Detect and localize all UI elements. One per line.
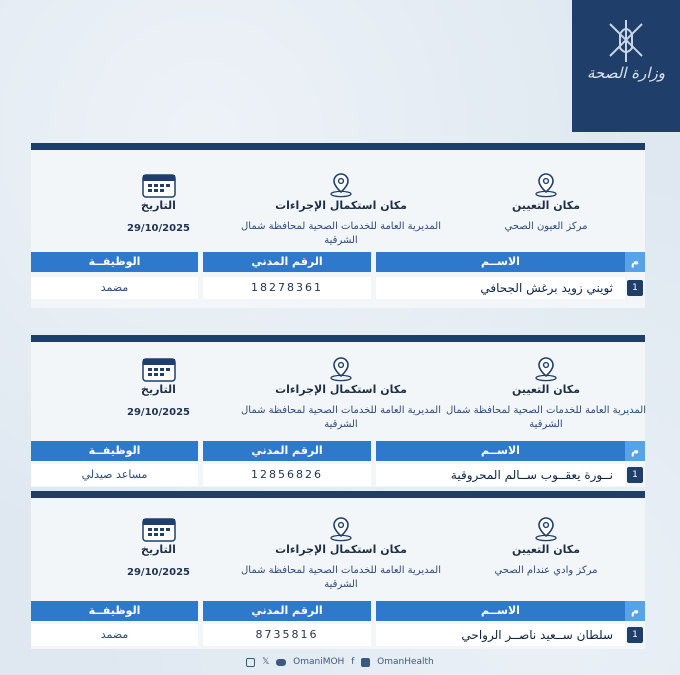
date-label: التاريخ — [141, 199, 176, 212]
name-header: الاســم — [376, 441, 625, 461]
procedures-place-column — [241, 172, 441, 248]
appointment-place-column — [446, 356, 646, 432]
procedures-place-column — [241, 356, 441, 432]
oman-emblem-icon — [600, 16, 652, 66]
procedures-place-value: المديرية العامة للخدمات الصحية لمحافظة شمال الشرقية — [241, 221, 441, 246]
calendar-icon — [142, 516, 176, 542]
row-number-badge: 1 — [627, 280, 643, 296]
ministry-logo-panel — [572, 0, 680, 132]
civil-id-cell: 8735816 — [203, 624, 371, 646]
number-header: م — [625, 441, 645, 461]
ministry-name: وزارة الصحة — [587, 64, 665, 82]
appointment-place-value: مركز العيون الصحي — [504, 221, 588, 232]
location-pin-icon — [533, 516, 559, 542]
name-cell: نــورة يعقــوب ســالم المحروقية — [376, 464, 625, 486]
appointment-place-column — [446, 172, 646, 234]
job-cell: مساعد صيدلي — [31, 464, 198, 486]
name-header: الاســم — [376, 252, 625, 272]
appointment-card-1 — [31, 143, 645, 308]
name-cell: سلطان ســعيد ناصــر الرواحي — [376, 624, 625, 646]
appointment-place-label: مكان التعيين — [511, 199, 581, 212]
handle-omanimoh[interactable]: OmaniMOH — [293, 657, 345, 667]
youtube-icon[interactable] — [276, 659, 286, 666]
date-column — [81, 516, 236, 580]
job-cell: مضمد — [31, 624, 198, 646]
row-number-badge: 1 — [627, 467, 643, 483]
appointment-card-3 — [31, 491, 645, 649]
date-value: 29/10/2025 — [127, 567, 190, 578]
procedures-place-column — [241, 516, 441, 592]
name-header: الاســم — [376, 601, 625, 621]
date-value: 29/10/2025 — [127, 223, 190, 234]
job-header: الوظيفــة — [31, 252, 198, 272]
procedures-place-value: المديرية العامة للخدمات الصحية لمحافظة شمال الشرقية — [241, 405, 441, 430]
date-label: التاريخ — [141, 543, 176, 556]
job-header: الوظيفــة — [31, 601, 198, 621]
civil-id-header: الرقم المدني — [203, 441, 371, 461]
civil-id-cell: 12856826 — [203, 464, 371, 486]
row-number-badge: 1 — [627, 627, 643, 643]
name-cell: ثويني زويد برغش الجحافي — [376, 277, 625, 299]
job-cell: مضمد — [31, 277, 198, 299]
date-label: التاريخ — [141, 383, 176, 396]
procedures-place-label: مكان استكمال الإجراءات — [275, 199, 407, 212]
date-column — [81, 356, 236, 420]
date-value: 29/10/2025 — [127, 407, 190, 418]
procedures-place-label: مكان استكمال الإجراءات — [275, 543, 407, 556]
civil-id-header: الرقم المدني — [203, 252, 371, 272]
procedures-place-label: مكان استكمال الإجراءات — [275, 383, 407, 396]
date-column — [81, 172, 236, 236]
linkedin-icon[interactable] — [361, 658, 370, 667]
location-pin-icon — [533, 172, 559, 198]
location-pin-icon — [328, 356, 354, 382]
appointment-place-label: مكان التعيين — [511, 383, 581, 396]
handle-omanhealth[interactable]: OmanHealth — [377, 657, 434, 667]
appointment-place-column — [446, 516, 646, 578]
appointment-place-value: المديرية العامة للخدمات الصحية لمحافظة شمال الشرقية — [446, 405, 646, 430]
procedures-place-value: المديرية العامة للخدمات الصحية لمحافظة شمال الشرقية — [241, 565, 441, 590]
location-pin-icon — [328, 516, 354, 542]
calendar-icon — [142, 172, 176, 198]
x-icon[interactable]: 𝕏 — [262, 657, 270, 667]
appointment-place-value: مركز وادي عندام الصحي — [494, 565, 598, 576]
civil-id-cell: 18278361 — [203, 277, 371, 299]
appointment-card-2 — [31, 335, 645, 487]
facebook-icon[interactable]: f — [351, 657, 355, 667]
calendar-icon — [142, 356, 176, 382]
civil-id-header: الرقم المدني — [203, 601, 371, 621]
instagram-icon[interactable] — [246, 658, 255, 667]
number-header: م — [625, 601, 645, 621]
number-header: م — [625, 252, 645, 272]
location-pin-icon — [328, 172, 354, 198]
job-header: الوظيفــة — [31, 441, 198, 461]
appointment-place-label: مكان التعيين — [511, 543, 581, 556]
location-pin-icon — [533, 356, 559, 382]
social-footer — [0, 657, 680, 671]
